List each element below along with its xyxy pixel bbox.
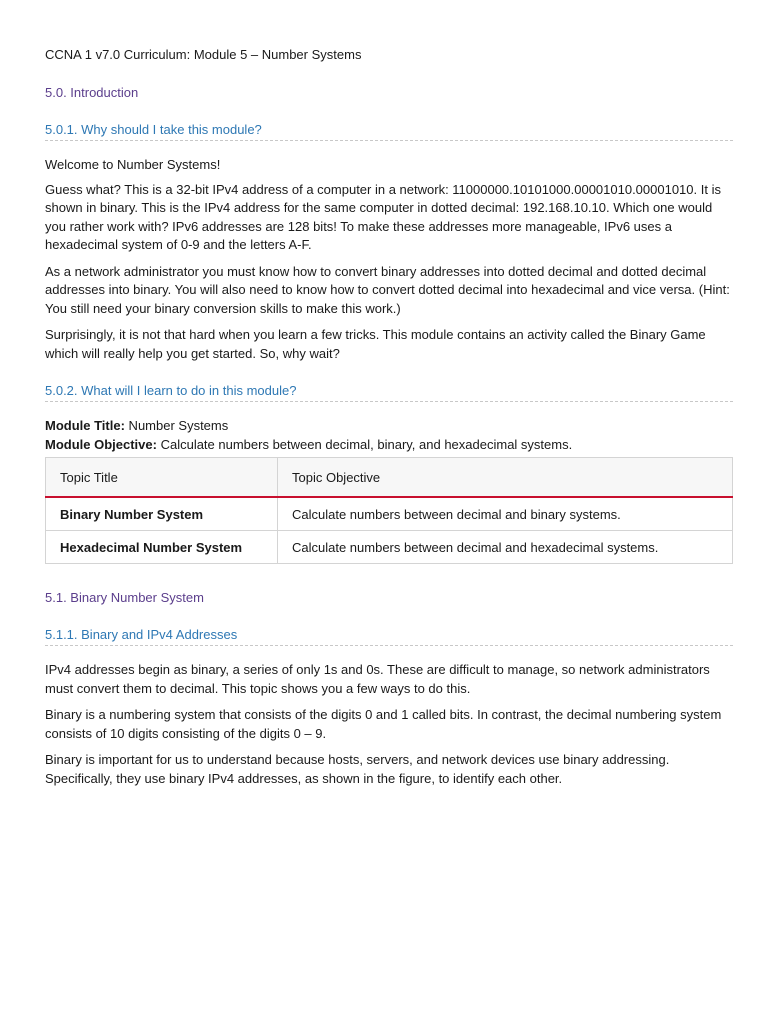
module-objective-label: Module Objective:: [45, 436, 157, 452]
document-title: CCNA 1 v7.0 Curriculum: Module 5 – Number Systems: [45, 47, 362, 62]
module-title-value: Number Systems: [124, 418, 229, 433]
subsection-heading-5-0-2: 5.0.2. What will I learn to do in this module?: [45, 382, 733, 402]
paragraph-binary-definition: Binary is a numbering system that consists of the digits 0 and 1 called bits. In contrast, the decimal numbering system consists of 10 digits consisting of the digits 0 – 9.: [45, 707, 722, 741]
module-title-line: [45, 417, 733, 436]
table-cell-topic-objective: Calculate numbers between decimal and hexadecimal systems.: [278, 531, 733, 564]
module-objective-value: Calculate numbers between decimal, binary, and hexadecimal systems.: [156, 436, 573, 452]
table-header-topic-title: Topic Title: [46, 458, 278, 498]
module-info: [45, 417, 733, 454]
paragraph-welcome: Welcome to Number Systems!: [45, 157, 221, 172]
paragraph-ipv4-example: Guess what? This is a 32-bit IPv4 address of a computer in a network: 11000000.10101000.00001010.00001010. It is shown in binary. This is the IPv4 address for the same computer in dotted decimal: 192.168.10.10. Which one would you rather work with? IPv6 addresses are 128 bits! To make these addresses more manageable, IPv6 uses a hexadecimal system of 0-9 and the letters A-F.: [45, 181, 721, 252]
table-header-row: [46, 458, 733, 498]
paragraph-admin-conversion: As a network administrator you must know how to convert binary addresses into dotted decimal and dotted decimal addresses into binary. You will also need to know how to convert dotted decimal into hexadecimal and vice versa. (Hint: You still need your binary conversion skills to make this work.): [45, 263, 730, 316]
table-header-topic-objective: Topic Objective: [278, 458, 733, 498]
topics-table: [45, 457, 733, 564]
section-heading-5-0: 5.0. Introduction: [45, 85, 139, 100]
subsection-heading-5-0-1: 5.0.1. Why should I take this module?: [45, 121, 733, 141]
table-row: [46, 497, 733, 531]
table-cell-topic-title: Hexadecimal Number System: [46, 531, 278, 564]
paragraph-binary-game: Surprisingly, it is not that hard when you learn a few tricks. This module contains an activity called the Binary Game which will really help you get started. So, why wait?: [45, 327, 706, 361]
table-row: [46, 531, 733, 564]
table-cell-topic-title: Binary Number System: [46, 497, 278, 531]
table-cell-topic-objective: Calculate numbers between decimal and binary systems.: [278, 497, 733, 531]
document-body: [45, 46, 733, 796]
module-objective-line: [45, 436, 733, 455]
paragraph-ipv4-binary: IPv4 addresses begin as binary, a series of only 1s and 0s. These are difficult to manage, so network administrators must convert them to decimal. This topic shows you a few ways to do this.: [45, 662, 710, 696]
subsection-heading-5-1-1: 5.1.1. Binary and IPv4 Addresses: [45, 626, 733, 646]
module-title-label: Module Title:: [45, 418, 125, 433]
section-heading-5-1: 5.1. Binary Number System: [45, 590, 204, 605]
paragraph-binary-importance: Binary is important for us to understand because hosts, servers, and network devices use binary addressing. Specifically, they use binary IPv4 addresses, as shown in the figure, to identify each other.: [45, 752, 670, 786]
